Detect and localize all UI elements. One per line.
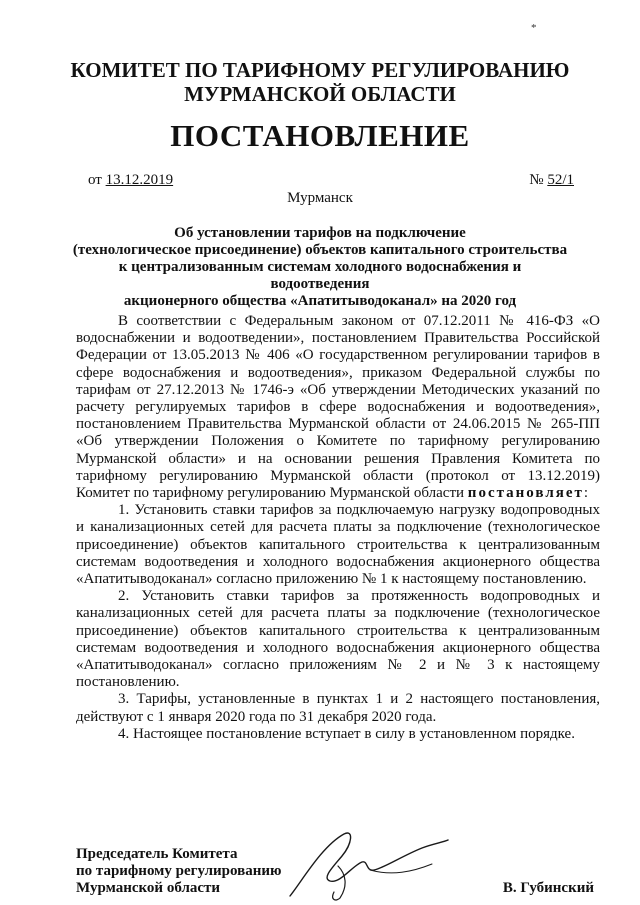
committee-name-line-2: МУРМАНСКОЙ ОБЛАСТИ xyxy=(184,82,456,106)
number-prefix: № xyxy=(529,172,544,188)
document-date xyxy=(88,171,173,189)
corner-mark: * xyxy=(531,22,537,34)
document-subject xyxy=(70,225,570,310)
subject-line: Об установлении тарифов на подключение xyxy=(174,225,466,241)
signer-title xyxy=(76,846,281,897)
handwritten-signature xyxy=(282,826,452,904)
preamble-text: В соответствии с Федеральным законом от 07.12.2011 № 416-ФЗ «О водоснабжении и водоотведении», постановлением Правительства Российской Федерации от 13.05.2013 № 406 «О государственном регулировании тарифов в сфере водоснабжения и водоотведения», приказом Федеральной службы по тарифам от 27.12.2013 № 1746-э «Об утверждении Методических указаний по расчету регулируемых тарифов в сфере водоснабжения и водоотведения», постановлением Правительства Мурманской области от 24.06.2015 № 265-ПП «Об утверждении Положения о Комитете по тарифному регулированию Мурманской области» и на основании решения Правления Комитета по тарифному регулированию Мурманской области (протокол от 13.12.2019) Комитет по тарифному регулированию Мурманской области xyxy=(76,313,600,502)
signer-title-line: Председатель Комитета xyxy=(76,846,238,862)
signer-title-line: Мурманской области xyxy=(76,880,221,896)
clause-paragraph: 3. Тарифы, установленные в пунктах 1 и 2 настоящего постановления, действуют с 1 января 2020 года по 31 декабря 2020 года. xyxy=(76,691,600,725)
resolves-word: постановляет xyxy=(467,485,584,502)
signer-title-line: по тарифному регулированию xyxy=(76,863,282,879)
clause-paragraph: 4. Настоящее постановление вступает в силу в установленном порядке. xyxy=(118,725,575,742)
signer-name: В. Губинский xyxy=(502,880,594,896)
preamble-paragraph xyxy=(76,313,600,502)
document-number xyxy=(529,171,574,189)
subject-line: к централизованным системам холодного водоснабжения и водоотведения xyxy=(118,259,522,292)
document-city: Мурманск xyxy=(287,190,353,206)
committee-name xyxy=(60,58,580,106)
committee-name-line-1: КОМИТЕТ ПО ТАРИФНОМУ РЕГУЛИРОВАНИЮ xyxy=(70,58,570,82)
number-value: 52/1 xyxy=(547,172,574,188)
document-type-title: ПОСТАНОВЛЕНИЕ xyxy=(170,118,470,153)
document-body xyxy=(76,313,600,743)
date-prefix: от xyxy=(88,172,102,188)
subject-line: акционерного общества «Апатитыводоканал» на 2020 год xyxy=(123,293,517,309)
clause-paragraph: 1. Установить ставки тарифов за подключаемую нагрузку водопроводных и канализационных сетей для расчета платы за подключение (технологическое присоединение) объектов капитального строительства к централизованным системам водоотведения и холодного водоснабжения акционерного общества «Апатитыводоканал» согласно приложению № 1 к настоящему постановлению. xyxy=(76,502,600,588)
subject-line: (технологическое присоединение) объектов капитального строительства xyxy=(72,242,568,258)
date-value: 13.12.2019 xyxy=(105,172,174,188)
resolves-suffix: : xyxy=(583,485,589,502)
clause-paragraph: 2. Установить ставки тарифов за протяженность водопроводных и канализационных сетей для расчета платы за подключение (технологическое присоединение) объектов капитального строительства к централизованным системам водоотведения и холодного водоснабжения акционерного общества «Апатитыводоканал» согласно приложениям № 2 и № 3 к настоящему постановлению. xyxy=(76,588,600,691)
